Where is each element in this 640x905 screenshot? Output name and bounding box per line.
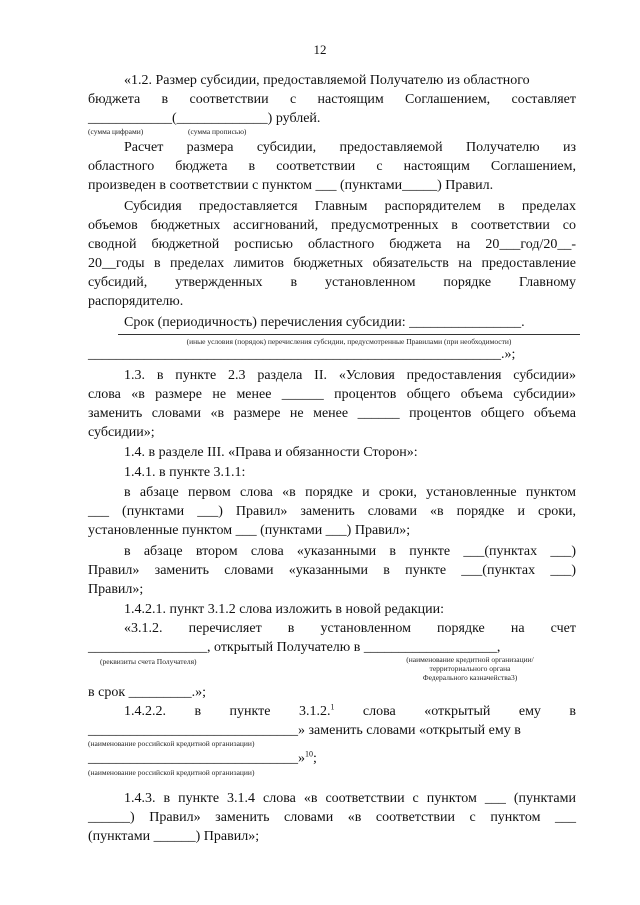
- caption-account-details: (реквизиты счета Получателя): [100, 657, 197, 666]
- para-1-4: 1.4. в разделе III. «Права и обязанности Сторон»:: [124, 445, 418, 460]
- para-period: Срок (периодичность) перечисления субсидии: ________________.: [124, 315, 525, 330]
- para-1-4-2-2-line-3: [88, 750, 576, 767]
- para-subsidy-line-3: сводной бюджетной росписью областного бюджета на 20___год/20__-: [88, 237, 576, 252]
- para-1-3-line-1: 1.3. в пункте 2.3 раздела II. «Условия предоставления субсидии»: [124, 368, 576, 383]
- para-3-1-2-line-2: _________________, открытый Получателю в ___________________,: [88, 640, 501, 655]
- para-1-4-3-line-1: 1.4.3. в пункте 3.1.4 слова «в соответствии с пунктом ___ (пунктами: [124, 791, 576, 806]
- para-3-1-2-line-3: в срок _________.»;: [88, 685, 207, 700]
- para-3-1-2-line-1: «3.1.2. перечисляет в установленном порядке на счет: [124, 621, 576, 636]
- caption-ru-credit-org-a: (наименование российской кредитной организации): [88, 739, 255, 748]
- para-1-4-3-line-2: ______) Правил» заменить словами «в соответствии с пунктом ___: [88, 810, 576, 825]
- para-1-4-2-2-blank: ______________________________»: [88, 751, 305, 766]
- caption-ru-credit-org-b: (наименование российской кредитной организации): [88, 768, 255, 777]
- para-1-3-line-3: заменить словами «в размере не менее ______ процентов общего объема: [88, 406, 576, 421]
- para-abzac-1-line-1: в абзаце первом слова «в порядке и сроки, установленные пунктом: [124, 485, 576, 500]
- para-calc-line-3: произведен в соответствии с пунктом ___ (пунктами_____) Правил.: [88, 178, 494, 193]
- para-calc-line-2: областного бюджета в соответствии с настоящим Соглашением,: [88, 159, 576, 174]
- para-subsidy-line-5: субсидий, утвержденных в установленном порядке Главному: [88, 275, 576, 290]
- caption-other-conditions: (иные условия (порядок) перечисления субсидии, предусмотренные Правилами (при необходимости): [118, 334, 580, 346]
- para-1-4-2-2-text-a: 1.4.2.2. в пункте 3.1.2.: [124, 704, 331, 719]
- caption-credit-org-2: территориального органа: [429, 664, 511, 673]
- para-1-2-line-1: «1.2. Размер субсидии, предоставляемой Получателю из областного: [124, 73, 530, 88]
- page-number: 12: [313, 42, 327, 57]
- para-abzac-2-line-2: Правил» заменить словами «указанными в пункте ___(пунктах ___): [88, 563, 576, 578]
- para-subsidy-line-2: объемов бюджетных ассигнований, предусмотренных в соответствии со: [88, 218, 576, 233]
- footnote-mark-10: 10: [305, 749, 313, 759]
- footnote-mark-1: 1: [330, 702, 335, 712]
- para-subsidy-line-1: Субсидия предоставляется Главным распорядителем в пределах: [124, 199, 576, 214]
- para-abzac-1-line-3: установленные пунктом ___ (пунктами ___) Правил»;: [88, 523, 411, 538]
- para-subsidy-line-6: распорядителю.: [88, 294, 184, 309]
- para-period-end: ___________________________________________________________.»;: [88, 347, 516, 362]
- para-1-4-2-2-line-1: [124, 703, 576, 720]
- para-1-4-2-1: 1.4.2.1. пункт 3.1.2 слова изложить в новой редакции:: [124, 602, 445, 617]
- para-calc-line-1: Расчет размера субсидии, предоставляемой Получателю из: [124, 140, 576, 155]
- para-1-4-2-2-text-b: слова «открытый ему в: [334, 704, 577, 719]
- caption-sum-digits: (сумма цифрами): [88, 127, 144, 136]
- para-abzac-2-line-1: в абзаце втором слова «указанными в пункте ___(пунктах ___): [124, 544, 576, 559]
- para-abzac-1-line-2: ___ (пунктами ___) Правил» заменить словами «в порядке и сроки,: [88, 504, 576, 519]
- para-1-2-line-2: бюджета в соответствии с настоящим Соглашением, составляет: [88, 92, 576, 107]
- caption-sum-words: (сумма прописью): [188, 127, 247, 136]
- para-1-3-line-2: слова «в размере не менее ______ процентов общего объема субсидии»: [88, 387, 576, 402]
- para-subsidy-line-4: 20__годы в пределах лимитов бюджетных обязательств на предоставление: [88, 256, 576, 271]
- para-1-4-1: 1.4.1. в пункте 3.1.1:: [124, 465, 246, 480]
- caption-credit-org-1: (наименование кредитной организации/: [406, 655, 534, 664]
- para-abzac-2-line-3: Правил»;: [88, 582, 144, 597]
- para-1-3-line-4: субсидии»;: [88, 425, 155, 440]
- caption-credit-org-3: Федерального казначейства3): [422, 673, 518, 682]
- para-1-4-2-2-end: ;: [313, 751, 317, 766]
- para-1-2-line-3: ____________(_____________) рублей.: [88, 111, 321, 126]
- para-1-4-3-line-3: (пунктами ______) Правил»;: [88, 829, 260, 844]
- para-1-4-2-2-line-2: ______________________________» заменить словами «открытый ему в: [88, 723, 521, 738]
